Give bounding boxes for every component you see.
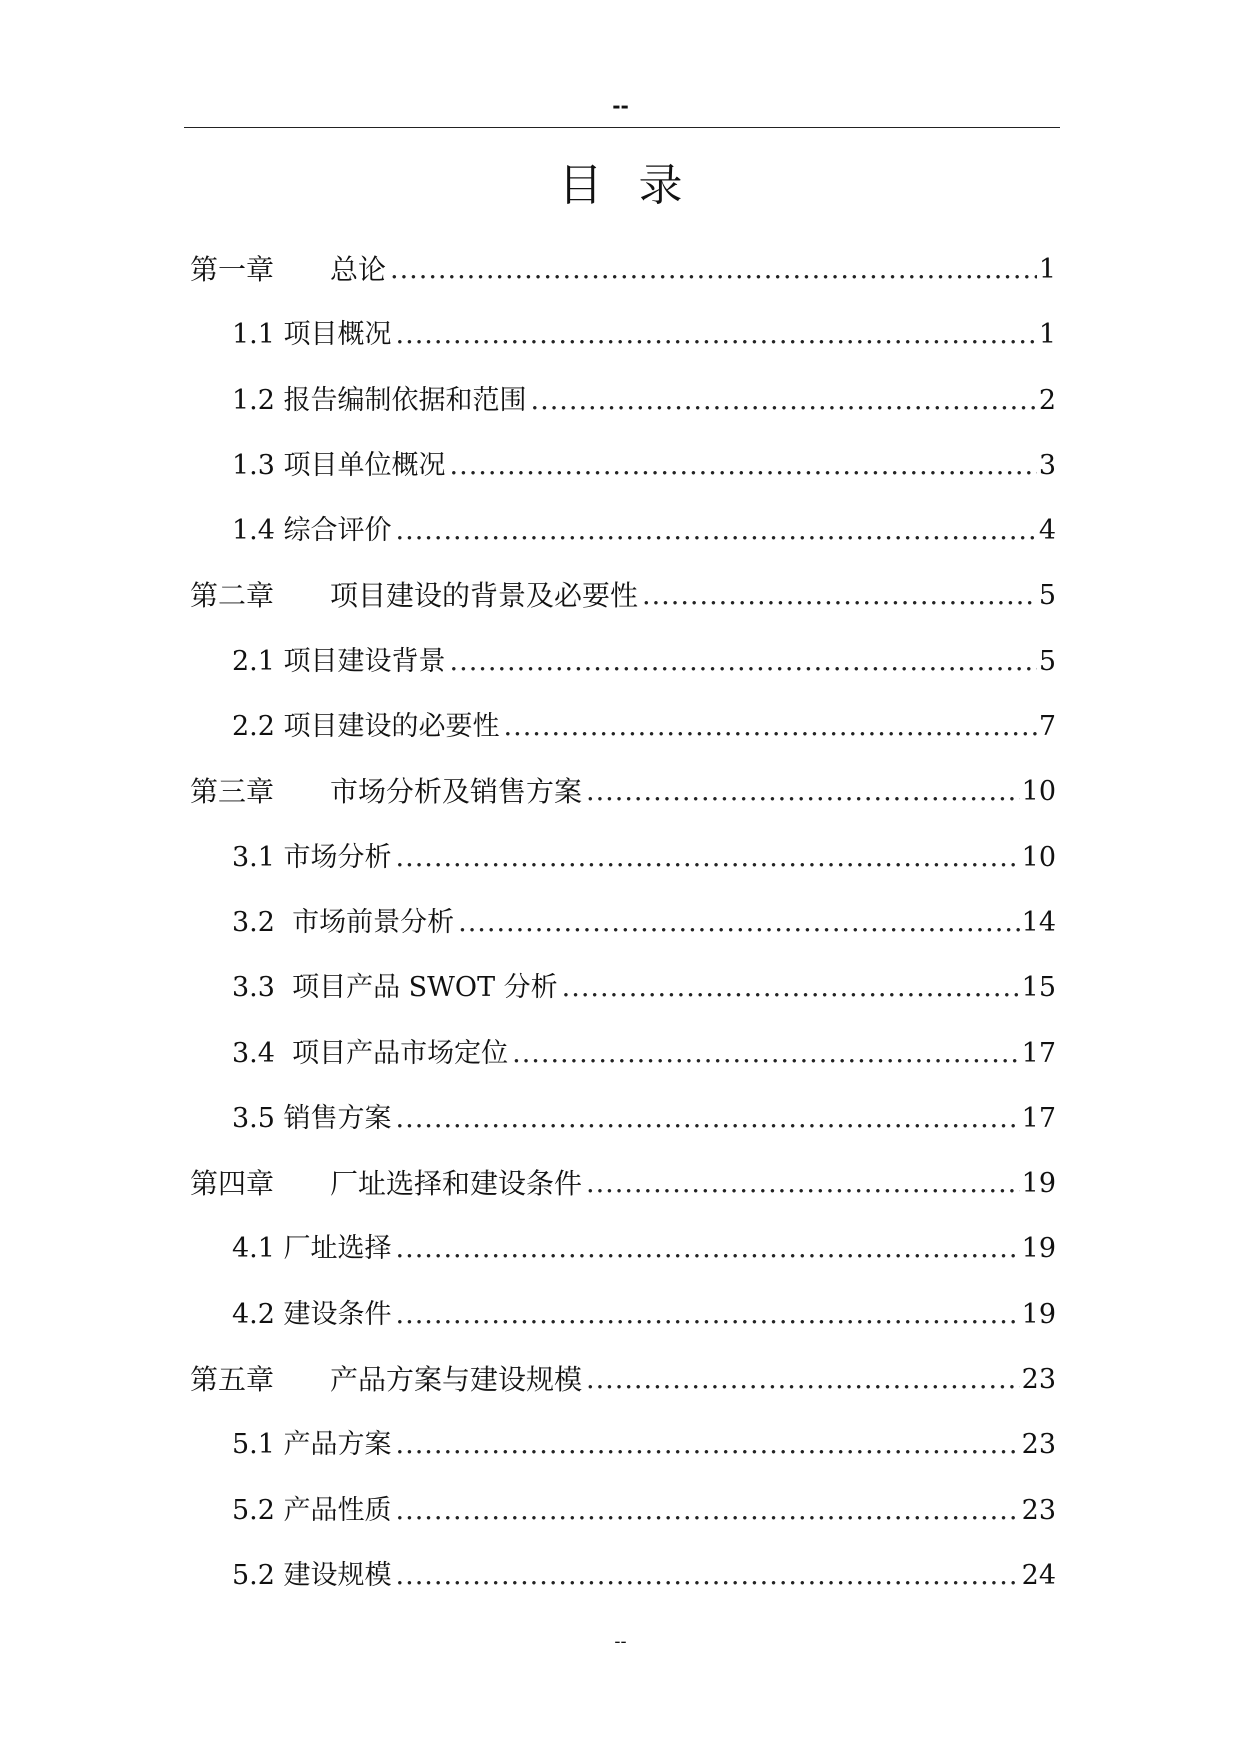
dot-leader (586, 1362, 1020, 1398)
toc-section-entry[interactable] (190, 1493, 1056, 1558)
toc-section-entry[interactable] (190, 1036, 1056, 1101)
toc-chapter-entry[interactable] (190, 1362, 1056, 1427)
toc-chapter-entry[interactable] (190, 578, 1056, 643)
toc-page-number: 4 (1038, 515, 1056, 547)
toc-section-entry[interactable] (190, 383, 1056, 448)
dot-leader (504, 709, 1037, 745)
toc-section-entry[interactable] (190, 1427, 1056, 1492)
toc-section-entry[interactable] (190, 1297, 1056, 1362)
toc-chapter-entry[interactable] (190, 774, 1056, 839)
toc-entry-label: 2.1 项目建设背景 (232, 645, 446, 677)
toc-section-entry[interactable] (190, 513, 1056, 578)
toc-section-entry[interactable] (190, 317, 1056, 382)
dot-leader (396, 1427, 1020, 1463)
toc-section-entry[interactable] (190, 709, 1056, 774)
dot-leader (586, 774, 1020, 810)
toc-section-entry[interactable] (190, 1231, 1056, 1296)
dot-leader (396, 1297, 1020, 1333)
toc-page-number: 5 (1038, 645, 1056, 677)
header-mark: -- (612, 94, 629, 118)
toc-entry-label: 4.1 厂址选择 (232, 1233, 392, 1265)
toc-chapter-entry[interactable] (190, 252, 1056, 317)
toc-entry-label: 第三章 市场分析及销售方案 (190, 775, 583, 809)
dot-leader (512, 1036, 1020, 1072)
toc-entry-label: 3.3 项目产品 SWOT 分析 (232, 972, 558, 1004)
toc-entry-label: 第二章 项目建设的背景及必要性 (190, 579, 639, 613)
toc-entry-label: 5.2 产品性质 (232, 1494, 392, 1526)
toc-page-number: 23 (1021, 1494, 1056, 1526)
toc-entry-label: 1.2 报告编制依据和范围 (232, 384, 527, 416)
toc-entry-label: 第一章 总论 (190, 253, 387, 286)
header-rule (184, 127, 1060, 128)
toc-entry-label: 1.3 项目单位概况 (232, 449, 446, 481)
toc-page-number: 15 (1021, 972, 1056, 1004)
toc-entry-label: 1.1 项目概况 (232, 319, 392, 351)
toc-page-number: 5 (1038, 580, 1056, 612)
toc-page-number: 2 (1038, 384, 1056, 416)
dot-leader (390, 252, 1037, 288)
toc-page-number: 19 (1021, 1298, 1056, 1330)
page-title: 目录 (558, 160, 719, 211)
toc-page-number: 7 (1038, 711, 1056, 743)
toc-section-entry[interactable] (190, 1558, 1056, 1623)
toc-page-number: 10 (1021, 776, 1056, 808)
toc-page-number: 1 (1038, 254, 1056, 285)
toc-entry-label: 1.4 综合评价 (232, 515, 392, 547)
toc-section-entry[interactable] (190, 970, 1056, 1035)
toc-page-number: 17 (1021, 1037, 1056, 1069)
toc-page-number: 17 (1021, 1102, 1056, 1134)
toc-section-entry[interactable] (190, 644, 1056, 709)
toc-page-number: 23 (1021, 1364, 1056, 1396)
toc-page-number: 14 (1021, 906, 1056, 938)
toc-page-number: 3 (1038, 449, 1056, 481)
dot-leader (458, 905, 1020, 941)
dot-leader (396, 1101, 1020, 1137)
toc-chapter-entry[interactable] (190, 1166, 1056, 1231)
dot-leader (450, 448, 1037, 484)
toc-entry-label: 5.1 产品方案 (232, 1429, 392, 1461)
dot-leader (396, 840, 1020, 876)
dot-leader (586, 1166, 1020, 1202)
dot-leader (396, 1558, 1020, 1594)
toc-section-entry[interactable] (190, 905, 1056, 970)
footer-mark: -- (614, 1631, 627, 1652)
dot-leader (562, 970, 1020, 1006)
dot-leader (642, 578, 1037, 614)
toc-entry-label: 第四章 厂址选择和建设条件 (190, 1167, 583, 1201)
toc-entry-label: 2.2 项目建设的必要性 (232, 711, 500, 743)
dot-leader (531, 383, 1037, 419)
toc-entry-label: 4.2 建设条件 (232, 1298, 392, 1330)
toc-page-number: 23 (1021, 1429, 1056, 1461)
toc-page-number: 24 (1021, 1559, 1056, 1591)
toc-page-number: 10 (1021, 841, 1056, 873)
toc-entry-label: 3.1 市场分析 (232, 841, 392, 873)
table-of-contents (190, 252, 1056, 1623)
toc-entry-label: 3.5 销售方案 (232, 1102, 392, 1134)
toc-section-entry[interactable] (190, 840, 1056, 905)
toc-entry-label: 3.4 项目产品市场定位 (232, 1037, 509, 1069)
toc-page-number: 19 (1021, 1168, 1056, 1200)
dot-leader (396, 1231, 1020, 1267)
dot-leader (396, 317, 1037, 353)
dot-leader (396, 513, 1037, 549)
toc-entry-label: 5.2 建设规模 (232, 1559, 392, 1591)
toc-section-entry[interactable] (190, 1101, 1056, 1166)
dot-leader (396, 1493, 1020, 1529)
toc-entry-label: 3.2 市场前景分析 (232, 906, 455, 938)
toc-section-entry[interactable] (190, 448, 1056, 513)
toc-entry-label: 第五章 产品方案与建设规模 (190, 1363, 583, 1397)
toc-page-number: 1 (1038, 319, 1056, 351)
toc-page-number: 19 (1021, 1233, 1056, 1265)
dot-leader (450, 644, 1037, 680)
